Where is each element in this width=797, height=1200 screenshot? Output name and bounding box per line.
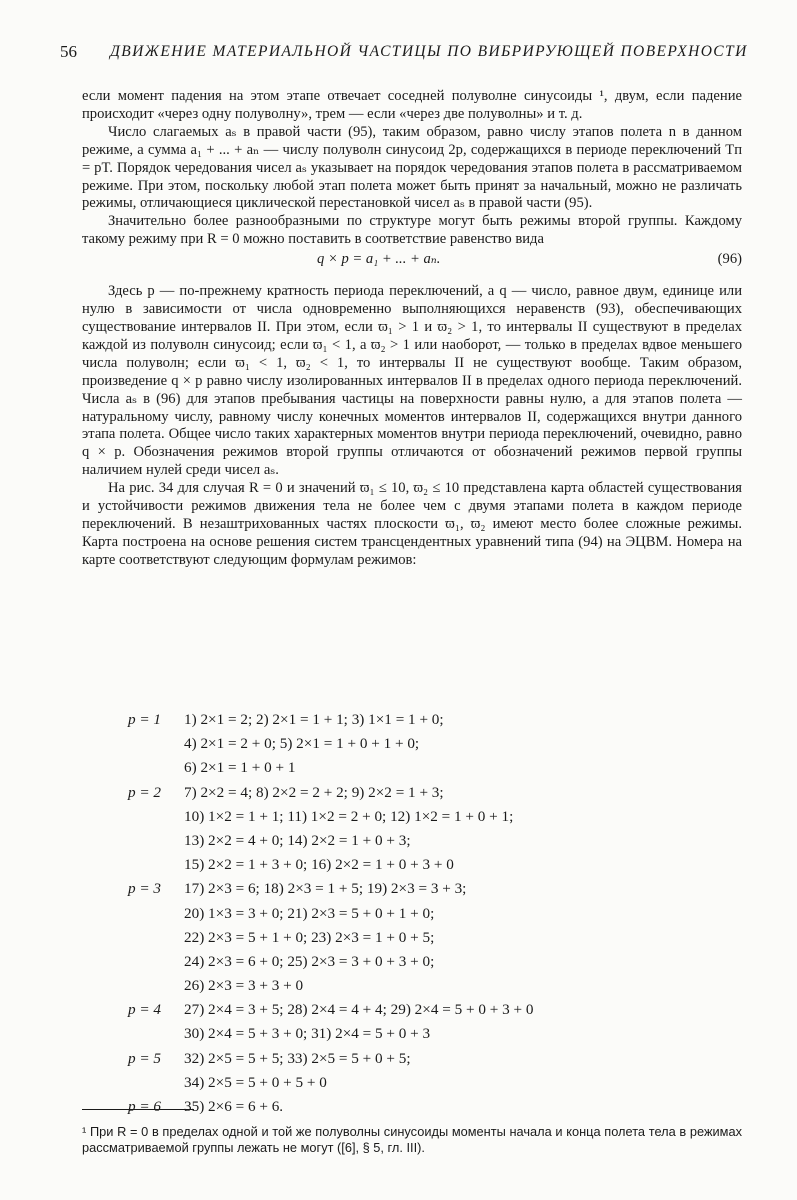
equation-body: q × p = a₁ + ... + aₙ.: [317, 251, 441, 268]
equation-number: (96): [717, 251, 742, 268]
page-number: 56: [60, 42, 77, 61]
mode-line: [128, 781, 688, 805]
mode-line: [128, 1047, 688, 1071]
mode-line: [128, 732, 688, 756]
mode-formulas: 35) 2×6 = 6 + 6.: [184, 1098, 284, 1115]
paragraph-5: На рис. 34 для случая R = 0 и значений ϖ₁ ≤ 10, ϖ₂ ≤ 10 представлена карта областей существования и устойчивости режимов движения тела не более чем с двумя этапами полета в каждом периоде переключений. В незаштрихованных частях плоскости ϖ₁, ϖ₂ имеют место более сложные режимы. Карта построена на основе решения систем трансцендентных уравнений типа (94) на ЭЦВМ. Номера на карте соответствуют следующим формулам режимов:: [82, 480, 742, 568]
mode-line: [128, 805, 688, 829]
mode-formulas: 20) 1×3 = 3 + 0; 21) 2×3 = 5 + 0 + 1 + 0;: [184, 904, 435, 922]
mode-formulas: 30) 2×4 = 5 + 3 + 0; 31) 2×4 = 5 + 0 + 3: [184, 1025, 431, 1043]
p-label: p = 3: [128, 880, 162, 898]
mode-formulas: 15) 2×2 = 1 + 3 + 0; 16) 2×2 = 1 + 0 + 3 + 0: [184, 856, 454, 874]
paragraph-1: если момент падения на этом этапе отвечает соседней полуволне синусоиды ¹, двум, если падение происходит «через одну полуволну», трем — если «через две полуволны» и т. д.: [82, 88, 742, 122]
mode-line: [128, 1071, 688, 1095]
mode-line: [128, 829, 688, 853]
p-label: p = 1: [128, 711, 162, 728]
mode-line: [128, 756, 688, 780]
body-text: [82, 88, 742, 570]
mode-formulas: 24) 2×3 = 6 + 0; 25) 2×3 = 3 + 0 + 3 + 0;: [184, 952, 435, 970]
mode-formulas: 7) 2×2 = 4; 8) 2×2 = 2 + 2; 9) 2×2 = 1 + 3;: [184, 783, 444, 801]
mode-line: [128, 1022, 688, 1046]
mode-line: [128, 853, 688, 877]
footnote: ¹ При R = 0 в пределах одной и той же полуволны синусоиды моменты начала и конца полета тела в режимах рассматриваемой группы лежать не могут ([6], § 5, гл. III).: [82, 1124, 742, 1155]
footnote-divider: [82, 1109, 194, 1110]
mode-formulas: 27) 2×4 = 3 + 5; 28) 2×4 = 4 + 4; 29) 2×4 = 5 + 0 + 3 + 0: [184, 1001, 534, 1019]
page-header: [60, 42, 760, 70]
mode-formulas: 34) 2×5 = 5 + 0 + 5 + 0: [184, 1073, 327, 1091]
p-label: p = 6: [128, 1098, 162, 1115]
p-label: p = 5: [128, 1049, 162, 1067]
mode-formulas: 1) 2×1 = 2; 2) 2×1 = 1 + 1; 3) 1×1 = 1 + 0;: [184, 711, 444, 728]
mode-formula-list: [128, 708, 688, 1119]
mode-formulas: 13) 2×2 = 4 + 0; 14) 2×2 = 1 + 0 + 3;: [184, 831, 411, 849]
mode-formulas: 10) 1×2 = 1 + 1; 11) 1×2 = 2 + 0; 12) 1×2 = 1 + 0 + 1;: [184, 807, 514, 825]
mode-formulas: 4) 2×1 = 2 + 0; 5) 2×1 = 1 + 0 + 1 + 0;: [184, 735, 420, 753]
mode-line: [128, 998, 688, 1022]
mode-formulas: 22) 2×3 = 5 + 1 + 0; 23) 2×3 = 1 + 0 + 5;: [184, 928, 435, 946]
mode-formulas: 32) 2×5 = 5 + 5; 33) 2×5 = 5 + 0 + 5;: [184, 1049, 411, 1067]
paragraph-4: Здесь p — по-прежнему кратность периода переключений, а q — число, равное двум, единице или нулю в зависимости от числа одновременно выполняющихся неравенств (93), обеспечивающих существование интервалов II. При этом, если ϖ₁ > 1 и ϖ₂ > 1, то интервалы II существуют в пределах каждой из полуволн синусоид; если ϖ₁ < 1, а ϖ₂ > 1 или наоборот, — только в пределах вдвое меньшего числа полуволн; если ϖ₁ < 1, ϖ₂ < 1, то интервалы II не существуют вообще. Таким образом, произведение q × p равно числу изолированных интервалов II в пределах одного периода переключений. Числа aₛ в (96) для этапов пребывания частицы на поверхности равны нулю, а для этапов полета — натуральному числу, равному числу конечных моментов интервалов II, содержащихся внутри данного этапа полета. Общее число таких характерных моментов внутри периода переключений, очевидно, равно q × p. Обозначения режимов второй группы отличаются от обозначений режимов первой группы наличием нулей среди чисел aₛ.: [82, 283, 742, 479]
running-title: ДВИЖЕНИЕ МАТЕРИАЛЬНОЙ ЧАСТИЦЫ ПО ВИБРИРУЮЩЕЙ ПОВЕРХНОСТИ: [110, 43, 748, 60]
mode-line: [128, 708, 688, 732]
mode-line: [128, 1095, 688, 1119]
mode-line: [128, 926, 688, 950]
mode-line: [128, 902, 688, 926]
paragraph-2: Число слагаемых aₛ в правой части (95), таким образом, равно числу этапов полета n в данном режиме, а сумма a₁ + ... + aₙ — числу полуволн синусоид 2p, содержащихся в периоде переключений Tп = pT. Порядок чередования чисел aₛ указывает на порядок чередования этапов полета в рассматриваемом режиме. При этом, поскольку любой этап полета может быть принят за начальный, можно не различать режимы, отличающиеся циклической перестановкой чисел aₛ в правой части (95).: [82, 123, 742, 212]
mode-formulas: 6) 2×1 = 1 + 0 + 1: [184, 759, 296, 777]
mode-line: [128, 974, 688, 998]
p-label: p = 2: [128, 783, 162, 801]
mode-line: [128, 950, 688, 974]
paragraph-3: Значительно более разнообразными по структуре могут быть режимы второй группы. Каждому такому режиму при R = 0 можно поставить в соответствие равенство вида: [82, 213, 742, 248]
equation-96: [82, 251, 742, 269]
p-label: p = 4: [128, 1001, 162, 1019]
mode-formulas: 17) 2×3 = 6; 18) 2×3 = 1 + 5; 19) 2×3 = 3 + 3;: [184, 880, 467, 898]
mode-formulas: 26) 2×3 = 3 + 3 + 0: [184, 977, 304, 995]
mode-line: [128, 877, 688, 901]
